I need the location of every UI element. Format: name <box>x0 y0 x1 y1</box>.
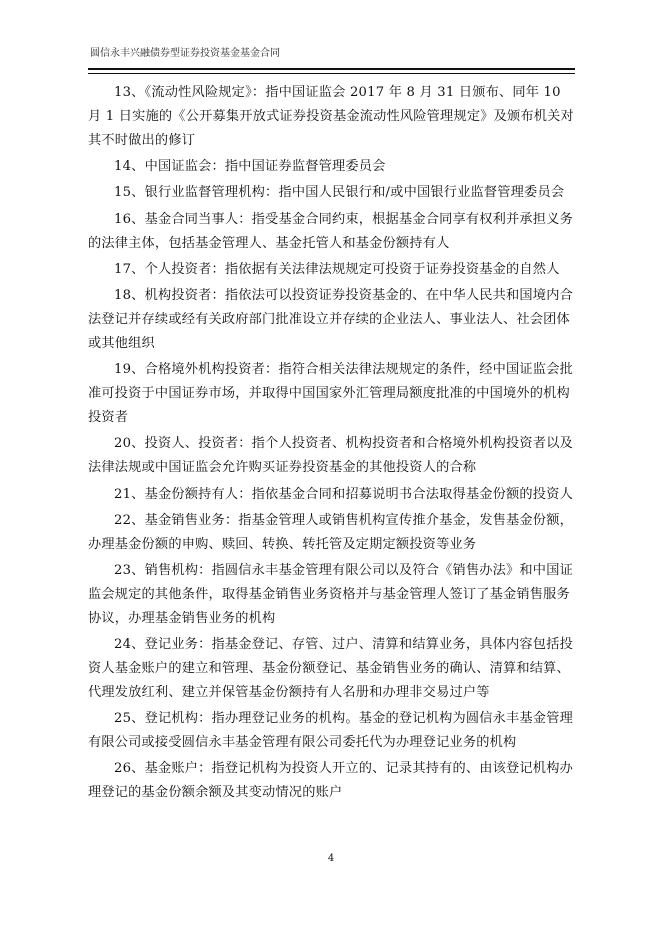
page-header-title: 圆信永丰兴融债券型证券投资基金基金合同 <box>90 48 280 59</box>
definition-item-19: 19、合格境外机构投资者：指符合相关法律法规规定的条件，经中国证监会批准可投资于中国证券市场，并取得中国国家外汇管理局额度批准的中国境外的机构投资者 <box>88 362 573 425</box>
page-number: 4 <box>327 853 335 864</box>
definition-item-16: 16、基金合同当事人：指受基金合同约束，根据基金合同享有权利并承担义务的法律主体，包括基金管理人、基金托管人和基金份额持有人 <box>88 211 573 251</box>
header-rule-thick <box>88 68 575 70</box>
document-body <box>88 81 578 807</box>
definition-item-20: 20、投资人、投资者：指个人投资者、机构投资者和合格境外机构投资者以及法律法规或中国证监会允许购买证券投资基金的其他投资人的合称 <box>88 436 573 476</box>
definition-item-22: 22、基金销售业务：指基金管理人或销售机构宣传推介基金，发售基金份额，办理基金份额的申购、赎回、转换、转托管及定期定额投资等业务 <box>88 512 573 552</box>
definition-item-14: 14、中国证监会：指中国证券监督管理委员会 <box>114 158 386 174</box>
definition-item-26: 26、基金账户：指登记机构为投资人开立的、记录其持有的、由该登记机构办理登记的基金份额余额及其变动情况的账户 <box>88 761 573 801</box>
definition-item-21: 21、基金份额持有人：指依基金合同和招募说明书合法取得基金份额的投资人 <box>114 486 573 502</box>
definition-item-25: 25、登记机构：指办理登记业务的机构。基金的登记机构为圆信永丰基金管理有限公司或接受圆信永丰基金管理有限公司委托代为办理登记业务的机构 <box>88 711 573 750</box>
definition-item-17: 17、个人投资者：指依据有关法律法规规定可投资于证券投资基金的自然人 <box>114 261 560 277</box>
definition-item-24: 24、登记业务：指基金登记、存管、过户、清算和结算业务，具体内容包括投资人基金账户的建立和管理、基金份额登记、基金销售业务的确认、清算和结算、代理发放红利、建立并保管基金份额持有人名册和办理非交易过户等 <box>88 637 573 700</box>
header-rule-thin <box>88 73 575 74</box>
definition-item-13: 13、《流动性风险规定》：指中国证监会 2017 年 8 月 31 日颁布、同年 10 月 1 日实施的《公开募集开放式证券投资基金流动性风险管理规定》及颁布机关对其不时做出的修订 <box>88 85 574 148</box>
definition-item-15: 15、银行业监督管理机构：指中国人民银行和/或中国银行业监督管理委员会 <box>114 185 565 201</box>
definition-item-23: 23、销售机构：指圆信永丰基金管理有限公司以及符合《销售办法》和中国证监会规定的其他条件，取得基金销售业务资格并与基金管理人签订了基金销售服务协议，办理基金销售业务的机构 <box>88 563 573 626</box>
definition-item-18: 18、机构投资者：指依法可以投资证券投资基金的、在中华人民共和国境内合法登记并存续或经有关政府部门批准设立并存续的企业法人、事业法人、社会团体或其他组织 <box>88 288 573 351</box>
